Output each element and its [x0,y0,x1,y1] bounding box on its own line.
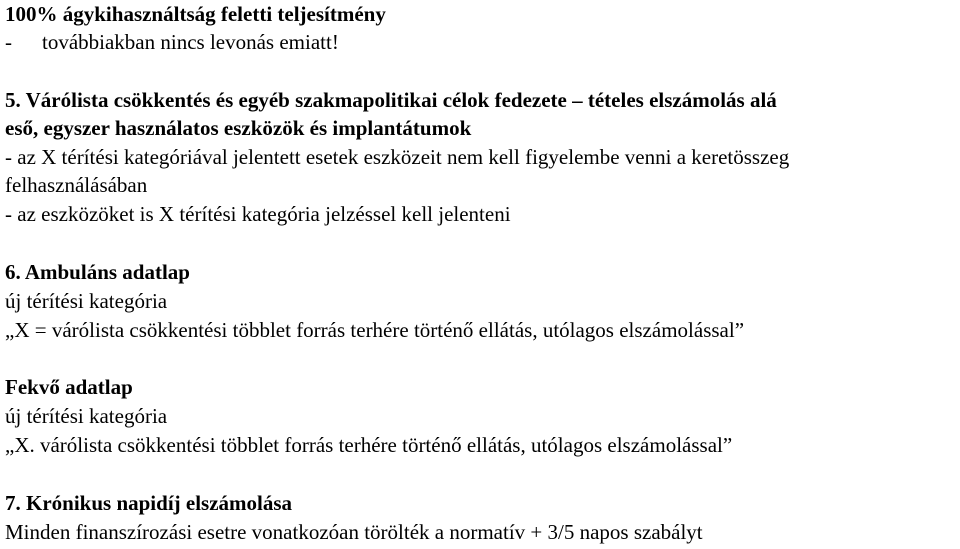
section-5-point-2: - az eszközöket is X térítési kategória jelzéssel kell jelenteni [5,202,511,226]
section-5-point-1-line-2: felhasználásában [5,173,148,197]
section-7-heading: 7. Krónikus napidíj elszámolása [5,491,293,515]
bullet-dash: - [5,30,12,54]
section-5-heading-line-2: eső, egyszer használatos eszközök és implantátumok [5,116,472,140]
inpatient-heading: Fekvő adatlap [5,375,133,399]
heading-bed-occupancy: 100% ágykihasználtság feletti teljesítmény [5,2,386,26]
bullet-text: továbbiakban nincs levonás emiatt! [42,30,339,54]
section-7-text: Minden finanszírozási esetre vonatkozóan törölték a normatív + 3/5 napos szabályt [5,520,703,544]
section-5-heading-line-1: 5. Várólista csökkentés és egyéb szakmapolitikai célok fedezete – tételes elszámolás alá [5,88,777,112]
section-5-point-1-line-1: - az X térítési kategóriával jelentett esetek eszközeit nem kell figyelembe venni a keretösszeg [5,145,790,169]
ambulant-category-definition: „X = várólista csökkentési többlet forrás terhére történő ellátás, utólagos elszámolással” [5,318,745,342]
section-6-heading: 6. Ambuláns adatlap [5,260,190,284]
inpatient-category-definition: „X. várólista csökkentési többlet forrás terhére történő ellátás, utólagos elszámolással” [5,433,733,457]
ambulant-new-category-label: új térítési kategória [5,289,168,313]
inpatient-new-category-label: új térítési kategória [5,404,168,428]
bullet-no-deduction [5,28,339,56]
